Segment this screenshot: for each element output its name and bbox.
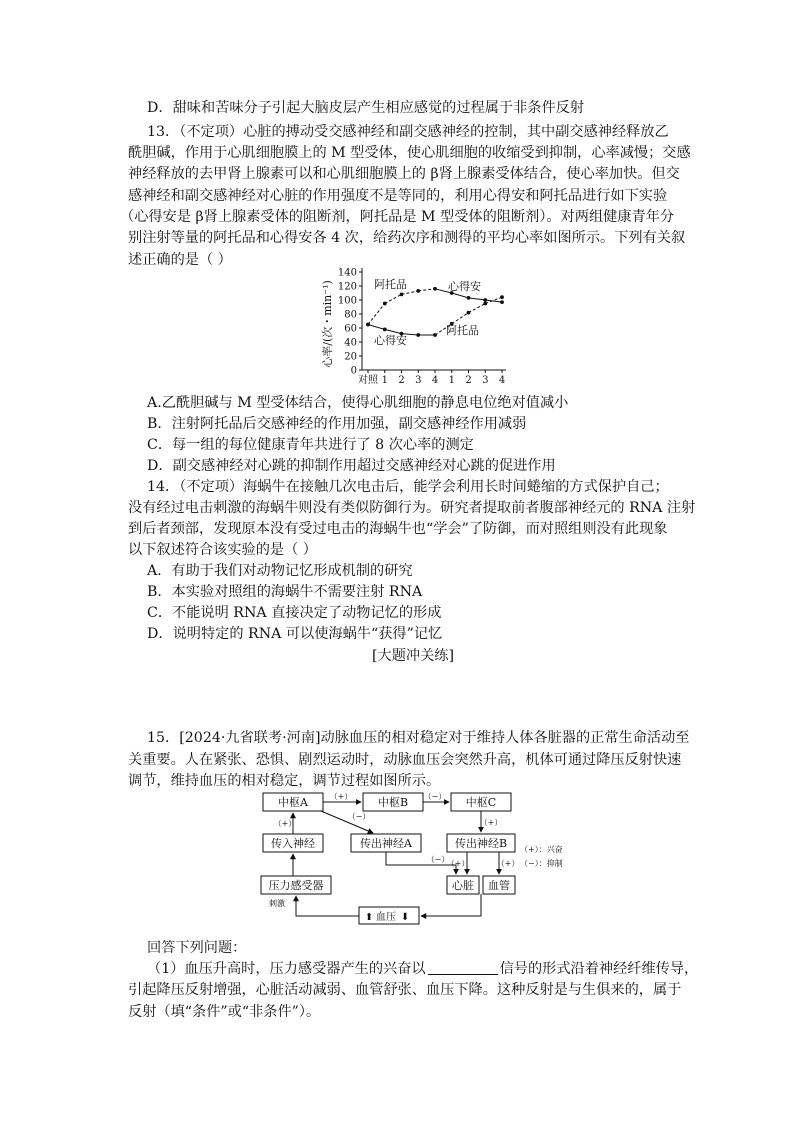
chart-x-tick-label: 3 [415, 375, 422, 386]
bp-down-icon: ⬇ [401, 912, 410, 923]
chart-data-point [400, 293, 404, 297]
chart-series-segment [452, 313, 469, 324]
q14-option-d: D．说明特定的 RNA 可以使海蜗牛“获得”记忆 [147, 626, 443, 642]
bp-up-icon: ⬆ [365, 912, 374, 923]
chart-x-tick-label: 1 [381, 375, 388, 386]
sign-efferent-b-heart: （+） [446, 859, 470, 868]
chart-x-tick-label: 2 [465, 375, 472, 386]
heart-rate-chart [318, 262, 518, 386]
chart-series-segment [469, 304, 486, 313]
efferent-b-label: 传出神经B [454, 837, 508, 850]
chart-data-point [383, 302, 387, 306]
chart-annotation: 心得安 [448, 280, 481, 293]
chart-series-segment [418, 289, 435, 291]
chart-x-tick-label: 2 [398, 375, 405, 386]
chart-series-segment [368, 325, 385, 330]
sign-afferent-up: （+） [273, 819, 297, 828]
q14-stem-line: 14．（不定项）海蜗牛在接触几次电击后，能学会利用长时间蜷缩的方式保护自己； [147, 479, 669, 495]
q14-stem-line: 以下叙述符合该实验的是（ ） [128, 542, 317, 558]
chart-annotation: 阿托品 [374, 278, 407, 291]
q14-option-b: B．本实验对照组的海蜗牛不需要注射 RNA [147, 584, 423, 600]
q13-stem-line: 感神经和副交感神经对心脏的作用强度不是等同的，利用心得安和阿托品进行如下实验 [128, 188, 668, 204]
stimulus-label: 刺激 [269, 899, 285, 908]
receptor-label: 压力感受器 [268, 879, 324, 892]
q13-stem-line: 酰胆碱，作用于心肌细胞膜上的 M 型受体，使心肌细胞的收缩受到抑制，心率减慢；交感 [128, 145, 691, 161]
chart-data-point [483, 302, 487, 306]
q15-sub1-before: （1）血压升高时，压力感受器产生的兴奋以 [147, 961, 426, 977]
heart-label: 心脏 [452, 879, 474, 892]
sign-a-b: （+） [329, 792, 353, 801]
chart-y-tick-label: 120 [337, 281, 357, 293]
vessel-label: 血管 [488, 879, 510, 892]
center-b-label: 中枢B [377, 796, 409, 809]
chart-y-axis-label: 心率/(次・min⁻¹) [321, 280, 334, 368]
chart-y-tick-label: 0 [350, 365, 357, 377]
q14-option-a: A．有助于我们对动物记忆形成机制的研究 [147, 563, 413, 579]
chart-y-tick-label: 140 [337, 267, 357, 279]
q13-option-b: B．注射阿托品后交感神经的作用加强，副交感神经作用减弱 [147, 416, 527, 432]
arrow-bp-to-receptor [296, 896, 359, 916]
q13-stem-line: （心得安是 β肾上腺素受体的阻断剂，阿托品是 M 型受体的阻断剂）。对两组健康青年分 [120, 209, 675, 225]
chart-data-point [500, 300, 504, 304]
chart-x-tick-label: 4 [431, 375, 439, 386]
regulation-diagram [255, 790, 575, 928]
chart-series-segment [485, 300, 502, 302]
afferent-label: 传入神经 [271, 837, 315, 850]
chart-x-tick-label: 1 [448, 375, 455, 386]
legend-excite: （+）：兴奋 [520, 845, 563, 854]
arrow-organs-to-bp [421, 894, 481, 916]
chart-data-point [366, 323, 370, 327]
q13-option-a: A.乙酰胆碱与 M 型受体结合，使得心肌细胞的静息电位绝对值减小 [147, 395, 569, 411]
chart-y-tick-label: 40 [344, 337, 357, 349]
chart-annotation: 阿托品 [446, 324, 479, 337]
answer-blank[interactable] [428, 960, 498, 975]
chart-y-tick-label: 20 [344, 351, 357, 363]
chart-series-segment [469, 298, 486, 300]
legend-inhibit: （−）：抑制 [520, 859, 563, 868]
sign-c-down: （+） [479, 818, 503, 827]
chart-data-point [500, 295, 504, 299]
sign-a-efferent-a: （−） [347, 812, 371, 821]
q14-stem-line: 没有经过电击刺激的海蜗牛则没有类似防御行为。研究者提取前者腹部神经元的 RNA 注射 [128, 500, 696, 516]
chart-x-tick-label: 3 [482, 375, 489, 386]
q13-stem-line: 神经释放的去甲肾上腺素可以和心肌细胞膜上的 β肾上腺素受体结合，使心率加快。但交 [128, 166, 680, 182]
q13-stem-line: 13．（不定项）心脏的搏动受交感神经和副交感神经的控制，其中副交感神经释放乙 [147, 124, 669, 140]
sign-efferent-b-vessel: （+） [496, 859, 520, 868]
q15-sub1-line: 反射（填“条件”或“非条件”）。 [128, 1004, 321, 1020]
q15-sub1-line: 引起降压反射增强，心脏活动减弱、血管舒张、血压下降。这种反射是与生俱来的，属于 [128, 982, 682, 998]
chart-data-point [433, 287, 437, 291]
chart-data-point [433, 333, 437, 337]
q14-stem-line: 到后者颈部，发现原本没有受过电击的海蜗牛也“学会”了防御，而对照组则没有此现象 [128, 521, 668, 537]
q15-prompt: 回答下列问题： [147, 940, 247, 956]
chart-data-point [467, 311, 471, 315]
chart-series-segment [402, 291, 419, 295]
center-c-label: 中枢C [465, 796, 497, 809]
q15-sub1-after: 信号的形式沿着神经纤维传导， [499, 961, 699, 977]
chart-series-segment [368, 304, 385, 325]
chart-data-point [467, 296, 471, 300]
chart-x-tick-label: 对照 [358, 375, 378, 386]
q13-option-c: C．每一组的每位健康青年共进行了 8 次心率的测定 [147, 437, 474, 453]
center-a-label: 中枢A [278, 796, 308, 809]
sign-b-c: （−） [423, 792, 447, 801]
chart-series-segment [452, 293, 469, 298]
q15-sub1-line [147, 959, 698, 979]
chart-y-tick-label: 100 [337, 295, 357, 307]
q13-option-d: D．副交感神经对心跳的抑制作用超过交感神经对心跳的促进作用 [147, 458, 556, 474]
q12-option-d: D．甜味和苦味分子引起大脑皮层产生相应感觉的过程属于非条件反射 [147, 100, 585, 116]
sign-efferent-a-heart: （−） [426, 855, 450, 864]
chart-data-point [416, 289, 420, 293]
q15-stem-line: 15．[2024·九省联考·河南]动脉血压的相对稳定对于维持人体各脏器的正常生命活动至 [147, 730, 690, 746]
chart-x-tick-label: 4 [498, 375, 506, 386]
bp-label: 血压 [376, 912, 396, 923]
q15-stem-line: 调节，维持血压的相对稳定，调节过程如图所示。 [128, 773, 441, 789]
q14-option-c: C．不能说明 RNA 直接决定了动物记忆的形成 [147, 605, 442, 621]
q15-stem-line: 关重要。人在紧张、恐惧、剧烈运动时，动脉血压会突然升高，机体可通过降压反射快速 [128, 752, 682, 768]
chart-series-segment [385, 329, 402, 333]
q13-stem-line: 述正确的是（ ） [128, 252, 232, 268]
chart-data-point [416, 333, 420, 337]
q13-stem-line: 别注射等量的阿托品和心得安各 4 次，给药次序和测得的平均心率如图所示。下列有关叙 [128, 230, 686, 246]
chart-y-tick-label: 60 [344, 323, 357, 335]
chart-data-point [383, 328, 387, 332]
chart-data-point [483, 298, 487, 302]
chart-annotation: 心得安 [374, 334, 407, 347]
chart-y-tick-label: 80 [344, 309, 357, 321]
chart-series-segment [385, 294, 402, 303]
efferent-a-label: 传出神经A [360, 837, 412, 850]
section-title: [大题冲关练] [372, 648, 455, 664]
